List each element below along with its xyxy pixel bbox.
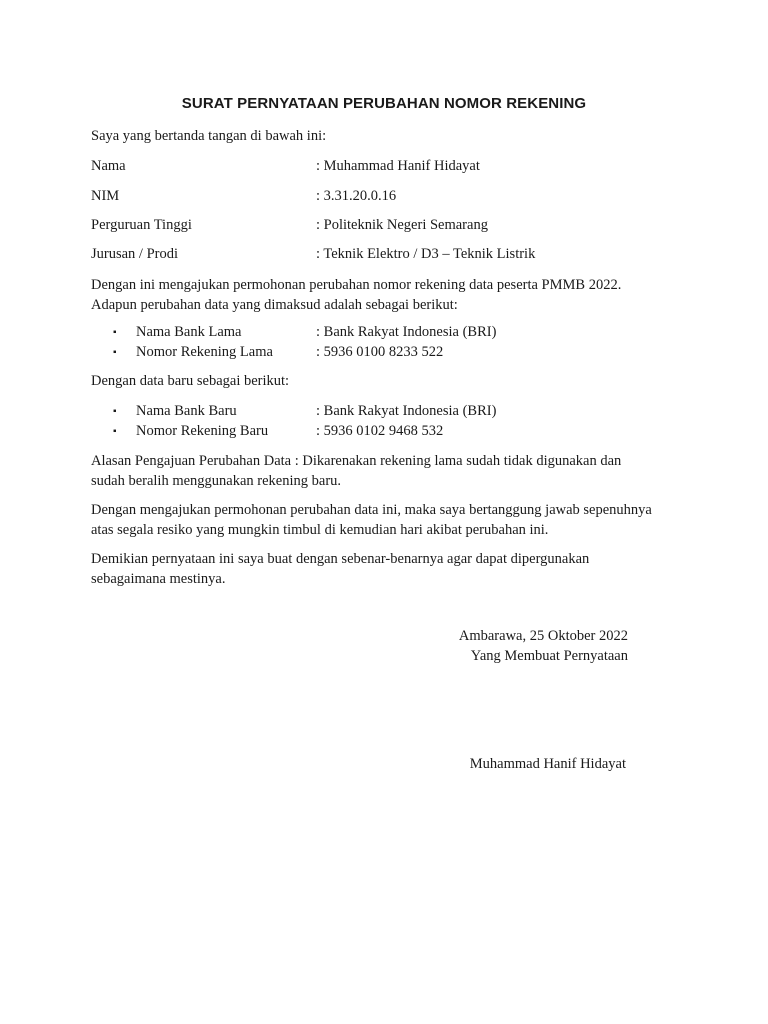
reason-line-1: Alasan Pengajuan Perubahan Data : Dikarenakan rekening lama sudah tidak digunakan dan bbox=[91, 453, 622, 469]
old-bank-value: : Bank Rakyat Indonesia (BRI) bbox=[316, 324, 497, 340]
intro-text: Saya yang bertanda tangan di bawah ini: bbox=[91, 128, 327, 144]
closing-line-1: Demikian pernyataan ini saya buat dengan sebenar-benarnya agar dapat dipergunakan bbox=[91, 551, 590, 567]
reason-paragraph bbox=[91, 451, 691, 491]
signature-place-date: Ambarawa, 25 Oktober 2022 bbox=[458, 628, 628, 644]
name-label: Nama bbox=[91, 158, 126, 174]
new-bank-label: Nama Bank Baru bbox=[136, 403, 237, 419]
old-bank-label: Nama Bank Lama bbox=[136, 324, 242, 340]
signature-role: Yang Membuat Pernyataan bbox=[470, 648, 628, 664]
old-account-value: : 5936 0100 8233 522 bbox=[316, 344, 444, 360]
request-paragraph bbox=[91, 275, 691, 315]
responsibility-paragraph bbox=[91, 500, 691, 540]
new-bank-value: : Bank Rakyat Indonesia (BRI) bbox=[316, 403, 497, 419]
bullet-old-bank: ▪ bbox=[113, 327, 117, 338]
new-data-intro: Dengan data baru sebagai berikut: bbox=[91, 373, 290, 389]
responsibility-line-1: Dengan mengajukan permohonan perubahan data ini, maka saya bertanggung jawab sepenuhnya bbox=[91, 502, 652, 518]
university-label: Perguruan Tinggi bbox=[91, 217, 192, 233]
closing-line-2: sebagaimana mestinya. bbox=[91, 571, 226, 587]
nim-value: : 3.31.20.0.16 bbox=[316, 188, 397, 204]
new-account-value: : 5936 0102 9468 532 bbox=[316, 423, 444, 439]
document-title: SURAT PERNYATAAN PERUBAHAN NOMOR REKENING bbox=[181, 95, 587, 112]
closing-paragraph bbox=[91, 549, 691, 589]
request-line-2: Adapun perubahan data yang dimaksud adalah sebagai berikut: bbox=[91, 297, 458, 313]
bullet-new-bank: ▪ bbox=[113, 406, 117, 417]
nim-label: NIM bbox=[91, 188, 120, 204]
bullet-old-account: ▪ bbox=[113, 347, 117, 358]
new-account-label: Nomor Rekening Baru bbox=[136, 423, 269, 439]
signature-name: Muhammad Hanif Hidayat bbox=[469, 756, 626, 772]
department-label: Jurusan / Prodi bbox=[91, 246, 178, 262]
bullet-new-account: ▪ bbox=[113, 426, 117, 437]
request-line-1: Dengan ini mengajukan permohonan perubahan nomor rekening data peserta PMMB 2022. bbox=[91, 277, 622, 293]
reason-line-2: sudah beralih menggunakan rekening baru. bbox=[91, 473, 342, 489]
name-value: : Muhammad Hanif Hidayat bbox=[316, 158, 480, 174]
university-value: : Politeknik Negeri Semarang bbox=[316, 217, 488, 233]
department-value: : Teknik Elektro / D3 – Teknik Listrik bbox=[316, 246, 536, 262]
old-account-label: Nomor Rekening Lama bbox=[136, 344, 273, 360]
responsibility-line-2: atas segala resiko yang mungkin timbul di kemudian hari akibat perubahan ini. bbox=[91, 522, 549, 538]
